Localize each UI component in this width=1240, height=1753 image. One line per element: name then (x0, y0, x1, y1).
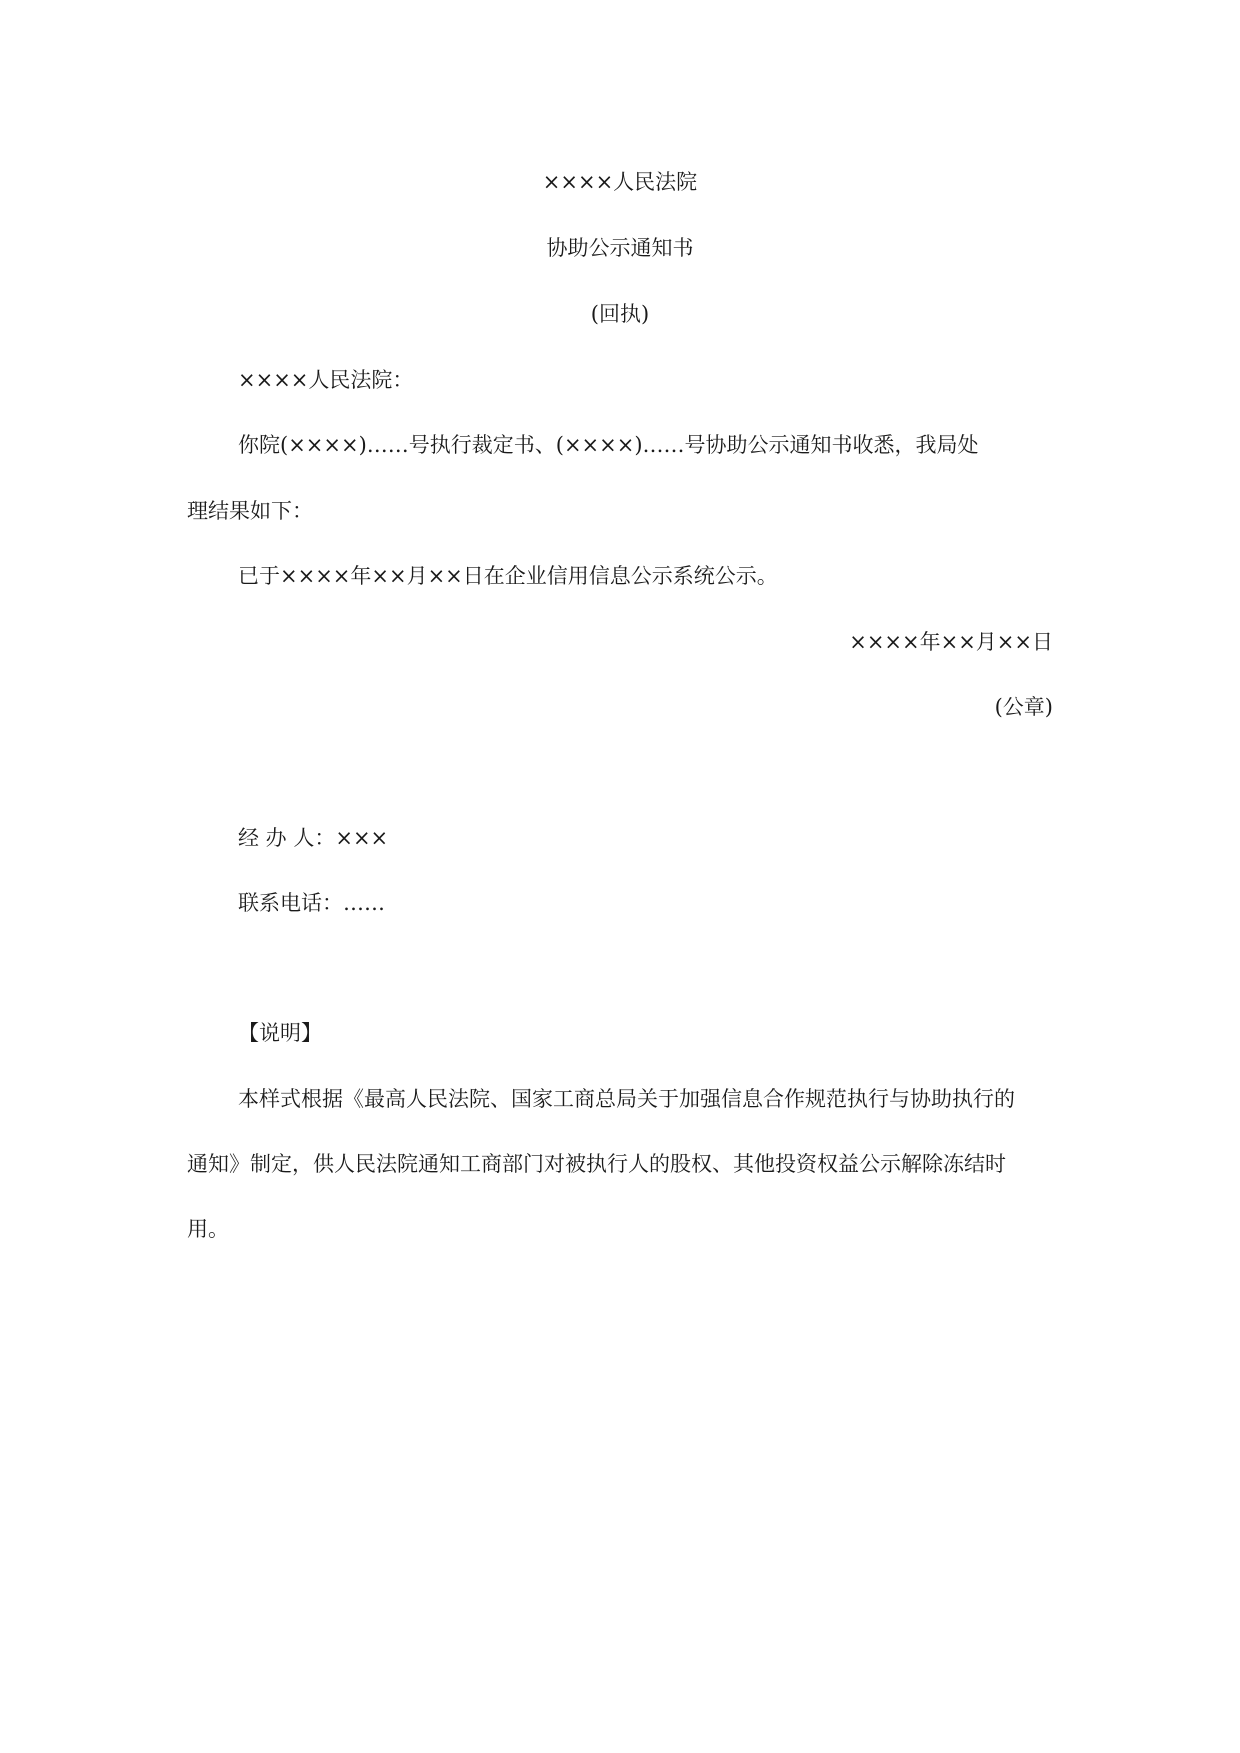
document-subtitle: (回执) (590, 302, 650, 326)
handler-line: 经 办 人：××× (238, 826, 389, 850)
body-line-1: 你院(××××)……号执行裁定书、(××××)……号协助公示通知书收悉，我局处 (238, 433, 979, 457)
addressee: ××××人民法院： (238, 368, 414, 392)
date-line: ××××年××月××日 (849, 630, 1053, 654)
note-line-2: 通知》制定，供人民法院通知工商部门对被执行人的股权、其他投资权益公示解除冻结时 (187, 1152, 1006, 1176)
body-line-2: 理结果如下： (187, 499, 313, 523)
note-line-3: 用。 (187, 1217, 229, 1241)
result-line: 已于××××年××月××日在企业信用信息公示系统公示。 (238, 564, 778, 588)
court-title: ××××人民法院 (542, 170, 698, 194)
seal-label: (公章) (994, 695, 1053, 719)
phone-line: 联系电话：…… (238, 891, 385, 915)
note-heading: 【说明】 (238, 1021, 322, 1045)
note-line-1: 本样式根据《最高人民法院、国家工商总局关于加强信息合作规范执行与协助执行的 (238, 1087, 1015, 1111)
document-title: 协助公示通知书 (546, 236, 694, 260)
